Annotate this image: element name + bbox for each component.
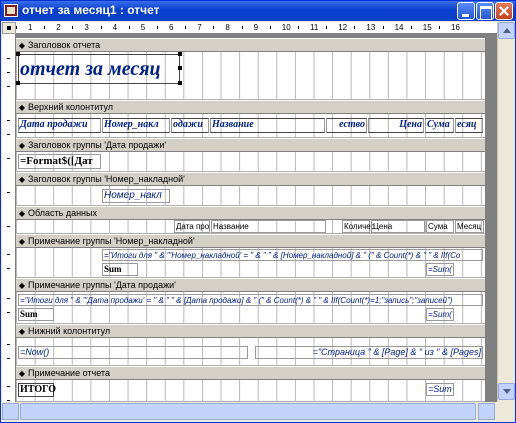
ruler-tick <box>7 158 10 159</box>
section-marker-icon: ◆ <box>18 103 26 112</box>
section-marker-icon: ◆ <box>18 41 26 50</box>
header-label-quantity[interactable]: ество <box>326 118 367 133</box>
ruler-tick <box>101 26 102 29</box>
group-invoice-field[interactable]: Номер_накл <box>102 189 170 203</box>
ruler-mark: 14 <box>394 23 404 32</box>
ruler-tick <box>7 72 10 73</box>
ruler-tick <box>383 26 384 29</box>
section-label: Примечание группы 'Дата продажи' <box>28 280 176 290</box>
date-summary-expression[interactable]: ="Итоги для " & "'Дата продажи' = " & " " & [Дата продажи] & " (" & Count(*) & " " & IIf(Count(*)=1;"запись";"записей") <box>18 294 483 306</box>
section-body-report-footer[interactable] <box>16 380 485 402</box>
ruler-mark: 9 <box>253 23 259 32</box>
header-label-invoice[interactable]: Номер_накл <box>102 118 170 133</box>
section-label: Заголовок отчета <box>28 40 101 50</box>
ruler-mark: 1 <box>28 23 33 32</box>
section-label: Верхний колонтитул <box>28 102 114 112</box>
section-marker-icon: ◆ <box>18 175 26 184</box>
horizontal-ruler[interactable] <box>16 22 497 34</box>
minimize-button[interactable] <box>457 2 475 20</box>
section-body-group-footer-invoice[interactable] <box>16 248 485 278</box>
ruler-tick <box>7 344 10 345</box>
section-marker-icon: ◆ <box>18 281 26 290</box>
page-number-field[interactable]: ="Страница " & [Page] & " из " & [Pages] <box>255 346 483 359</box>
date-sum-label[interactable]: Sum <box>18 308 54 321</box>
ruler-tick <box>44 26 45 29</box>
ruler-tick <box>7 400 10 401</box>
section-body-report-header[interactable] <box>16 52 485 100</box>
ruler-tick <box>7 120 10 121</box>
ruler-mark: 11 <box>310 23 319 32</box>
section-bar-page-header[interactable] <box>16 100 485 114</box>
ruler-mark: 6 <box>169 23 174 32</box>
detail-field-quantity[interactable]: Количес <box>344 222 375 231</box>
section-label: Примечание отчета <box>28 368 110 378</box>
close-button[interactable] <box>495 2 513 20</box>
section-body-page-footer[interactable] <box>16 338 485 366</box>
ruler-mark: 7 <box>197 23 202 32</box>
ruler-tick <box>411 26 412 29</box>
section-bar-report-footer[interactable] <box>16 366 485 380</box>
section-marker-icon: ◆ <box>18 369 26 378</box>
invoice-sum-label[interactable]: Sum <box>102 263 138 276</box>
header-label-sum[interactable]: Сума <box>425 118 454 133</box>
section-label: Примечание группы 'Номер_накладной' <box>28 236 195 246</box>
ruler-mark: 13 <box>366 23 376 32</box>
detail-field-price[interactable]: Цена <box>371 220 425 233</box>
ruler-tick <box>7 268 10 269</box>
section-marker-icon: ◆ <box>18 327 26 336</box>
vertical-ruler[interactable] <box>2 34 16 402</box>
ruler-mark: 16 <box>451 23 460 32</box>
ruler-tick <box>185 26 186 29</box>
ruler-tick <box>7 312 10 313</box>
section-bar-group-footer-invoice[interactable] <box>16 234 485 248</box>
invoice-sum-field[interactable]: =Sum( <box>426 263 454 276</box>
window-title: отчет за месяц1 : отчет <box>22 3 160 17</box>
resize-handle[interactable] <box>178 81 182 85</box>
ruler-tick <box>213 26 214 29</box>
ruler-tick <box>16 26 17 29</box>
ruler-mark: 8 <box>225 23 230 32</box>
resize-handle[interactable] <box>178 66 182 70</box>
ruler-tick <box>7 358 10 359</box>
report-icon <box>4 4 18 17</box>
horizontal-scroll-thumb[interactable] <box>20 403 476 420</box>
ruler-tick <box>7 58 10 59</box>
scroll-down-arrow-icon[interactable] <box>498 383 515 400</box>
detail-field-name[interactable]: Название <box>211 220 326 233</box>
section-label: Заголовок группы 'Дата продажи' <box>28 140 167 150</box>
section-body-group-header-invoice[interactable] <box>16 186 485 206</box>
ruler-tick <box>242 26 243 29</box>
total-label[interactable]: ИТОГО <box>20 384 56 395</box>
section-marker-icon: ◆ <box>18 209 26 218</box>
ruler-mark: 3 <box>84 23 89 32</box>
ruler-tick <box>270 26 271 29</box>
ruler-mark: 12 <box>338 23 348 32</box>
ruler-tick <box>354 26 355 29</box>
ruler-tick <box>7 298 10 299</box>
section-marker-icon: ◆ <box>18 237 26 246</box>
header-label-date[interactable]: Дата продажи <box>18 118 101 133</box>
scroll-left-arrow-icon[interactable] <box>2 403 19 420</box>
section-body-detail[interactable] <box>16 220 485 234</box>
section-bar-report-header[interactable] <box>16 38 485 52</box>
section-marker-icon: ◆ <box>18 141 26 150</box>
horizontal-scrollbar[interactable] <box>2 403 497 420</box>
header-label-sales[interactable]: одажи <box>171 118 209 133</box>
ruler-tick <box>157 26 158 29</box>
detail-field-month[interactable]: Месяц <box>455 220 484 233</box>
invoice-summary-expression[interactable]: ="Итоги для " & "'Номер_накладной' = " & " " & [Номер_накладной] & " (" & Count(*) & " " & IIf(Co <box>102 249 483 261</box>
ruler-tick <box>7 134 10 135</box>
vertical-scrollbar[interactable] <box>497 22 515 401</box>
resize-handle[interactable] <box>16 81 20 85</box>
section-bar-group-header-date[interactable] <box>16 138 485 152</box>
ruler-mark: 10 <box>281 23 291 32</box>
section-label: Заголовок группы 'Номер_накладной' <box>28 174 185 184</box>
section-bar-group-header-invoice[interactable] <box>16 172 485 186</box>
scroll-right-arrow-icon[interactable] <box>478 403 495 420</box>
section-body-group-footer-date[interactable] <box>16 292 485 324</box>
ruler-tick <box>326 26 327 29</box>
ruler-mark: 15 <box>422 23 432 32</box>
ruler-mark: 4 <box>112 23 118 32</box>
section-bar-group-footer-date[interactable] <box>16 278 485 292</box>
section-bar-detail[interactable] <box>16 206 485 220</box>
resize-handle[interactable] <box>178 52 182 56</box>
resize-handle[interactable] <box>16 52 20 56</box>
ruler-mark: 5 <box>140 23 146 32</box>
date-sum-field[interactable]: =Sum( <box>426 308 454 321</box>
section-bar-page-footer[interactable] <box>16 324 485 338</box>
header-label-name[interactable]: Название <box>210 118 325 133</box>
ruler-tick <box>439 26 440 29</box>
report-selector[interactable] <box>2 22 16 34</box>
ruler-tick <box>7 386 10 387</box>
design-canvas <box>16 34 497 402</box>
now-field[interactable]: =Now() <box>18 346 248 359</box>
section-body-page-header[interactable] <box>16 114 485 138</box>
scroll-up-arrow-icon[interactable] <box>498 22 515 39</box>
header-label-month[interactable]: есяц <box>455 118 483 133</box>
ruler-mark: 2 <box>56 23 61 32</box>
section-label: Область данных <box>28 208 97 218</box>
ruler-tick <box>7 192 10 193</box>
ruler-tick <box>298 26 299 29</box>
detail-field-sum[interactable]: Сума <box>426 220 454 233</box>
ruler-tick <box>7 86 10 87</box>
total-sum-field[interactable]: =Sum <box>426 383 454 396</box>
ruler-tick <box>7 226 10 227</box>
title-bar[interactable] <box>1 1 515 21</box>
ruler-tick <box>129 26 130 29</box>
section-label: Нижний колонтитул <box>28 326 111 336</box>
report-title-label[interactable]: отчет за месяц <box>18 54 180 84</box>
ruler-tick <box>7 254 10 255</box>
header-label-price[interactable]: Цена <box>368 118 424 133</box>
section-body-group-header-date[interactable] <box>16 152 485 172</box>
group-date-field[interactable]: =Format$([Дат <box>18 154 101 169</box>
detail-field-date[interactable]: Дата про <box>176 222 210 231</box>
ruler-tick <box>72 26 73 29</box>
maximize-button[interactable] <box>476 2 494 20</box>
